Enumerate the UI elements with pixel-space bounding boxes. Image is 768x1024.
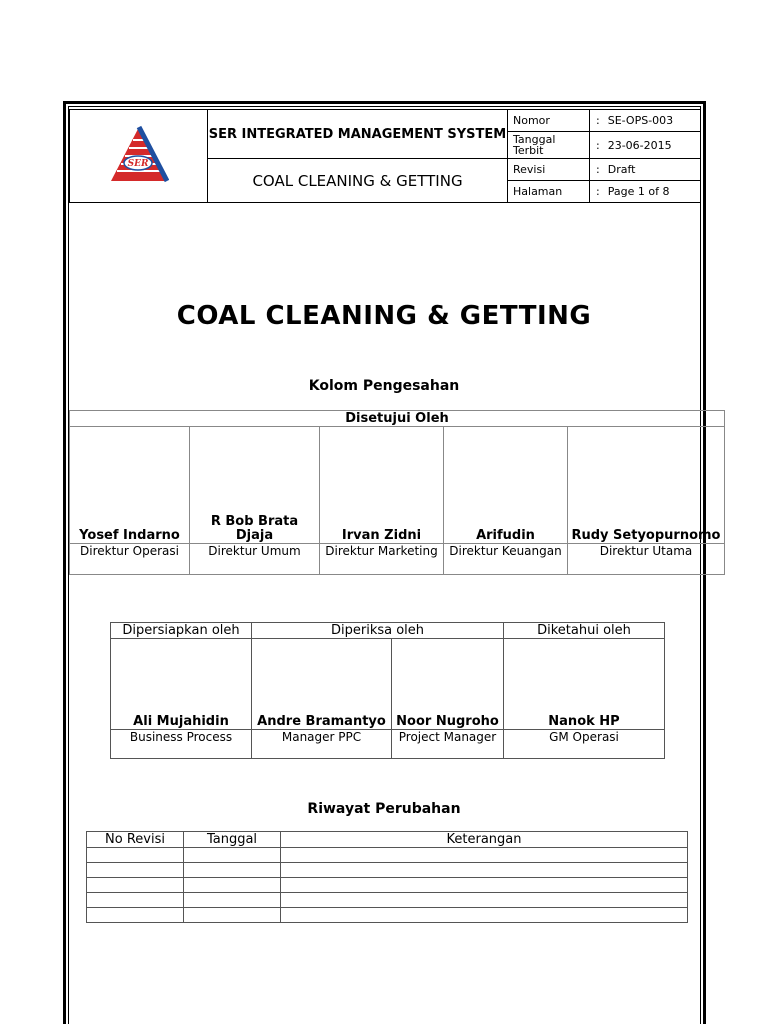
ser-logo [109,125,169,183]
approver-role: Direktur Utama [568,544,725,575]
meta-value-revisi: : Draft [590,159,701,181]
checked-header: Diperiksa oleh [252,623,504,639]
preparer-name: Ali Mujahidin [111,639,252,730]
revision-column-header: No Revisi [87,832,184,848]
acknowledged-header: Diketahui oleh [504,623,665,639]
revision-column-header: Keterangan [281,832,688,848]
meta-value-halaman: : Page 1 of 8 [590,181,701,203]
approval-header: Disetujui Oleh [70,411,725,427]
meta-value-tanggal: : 23-06-2015 [590,132,701,159]
checker-name: Andre Bramantyo [252,639,392,730]
document-title-cell: COAL CLEANING & GETTING [208,159,508,203]
checker-role: Project Manager [392,730,504,759]
main-title: COAL CLEANING & GETTING [176,301,592,331]
preparation-table [110,622,665,759]
table-row [87,908,688,923]
meta-label-nomor: Nomor [508,110,590,132]
table-row [87,878,688,893]
meta-label-halaman: Halaman [508,181,590,203]
revision-section-title: Riwayat Perubahan [307,801,461,817]
preparer-role: Business Process [111,730,252,759]
meta-value-nomor: : SE-OPS-003 [590,110,701,132]
approval-section-title: Kolom Pengesahan [308,378,460,394]
approver-name: Yosef Indarno [70,427,190,544]
approver-name: Irvan Zidni [320,427,444,544]
meta-label-tanggal: Tanggal Terbit [508,132,590,159]
checker-name: Noor Nugroho [392,639,504,730]
approver-role: Direktur Keuangan [444,544,568,575]
svg-text:SER: SER [127,159,148,169]
approver-role: Direktur Umum [190,544,320,575]
approver-role: Direktur Operasi [70,544,190,575]
document-header [69,109,701,203]
approval-table [69,410,725,575]
table-row [87,893,688,908]
revision-column-header: Tanggal [184,832,281,848]
logo-cell [70,110,208,203]
checker-role: Manager PPC [252,730,392,759]
approver-name: Rudy Setyopurnomo [568,427,725,544]
table-row [87,848,688,863]
acknowledger-role: GM Operasi [504,730,665,759]
table-row [87,863,688,878]
approver-role: Direktur Marketing [320,544,444,575]
approver-name: Arifudin [444,427,568,544]
prepared-header: Dipersiapkan oleh [111,623,252,639]
revision-table [86,831,688,923]
meta-label-revisi: Revisi [508,159,590,181]
system-title: SER INTEGRATED MANAGEMENT SYSTEM [208,110,508,159]
acknowledger-name: Nanok HP [504,639,665,730]
approver-name: R Bob Brata Djaja [190,427,320,544]
